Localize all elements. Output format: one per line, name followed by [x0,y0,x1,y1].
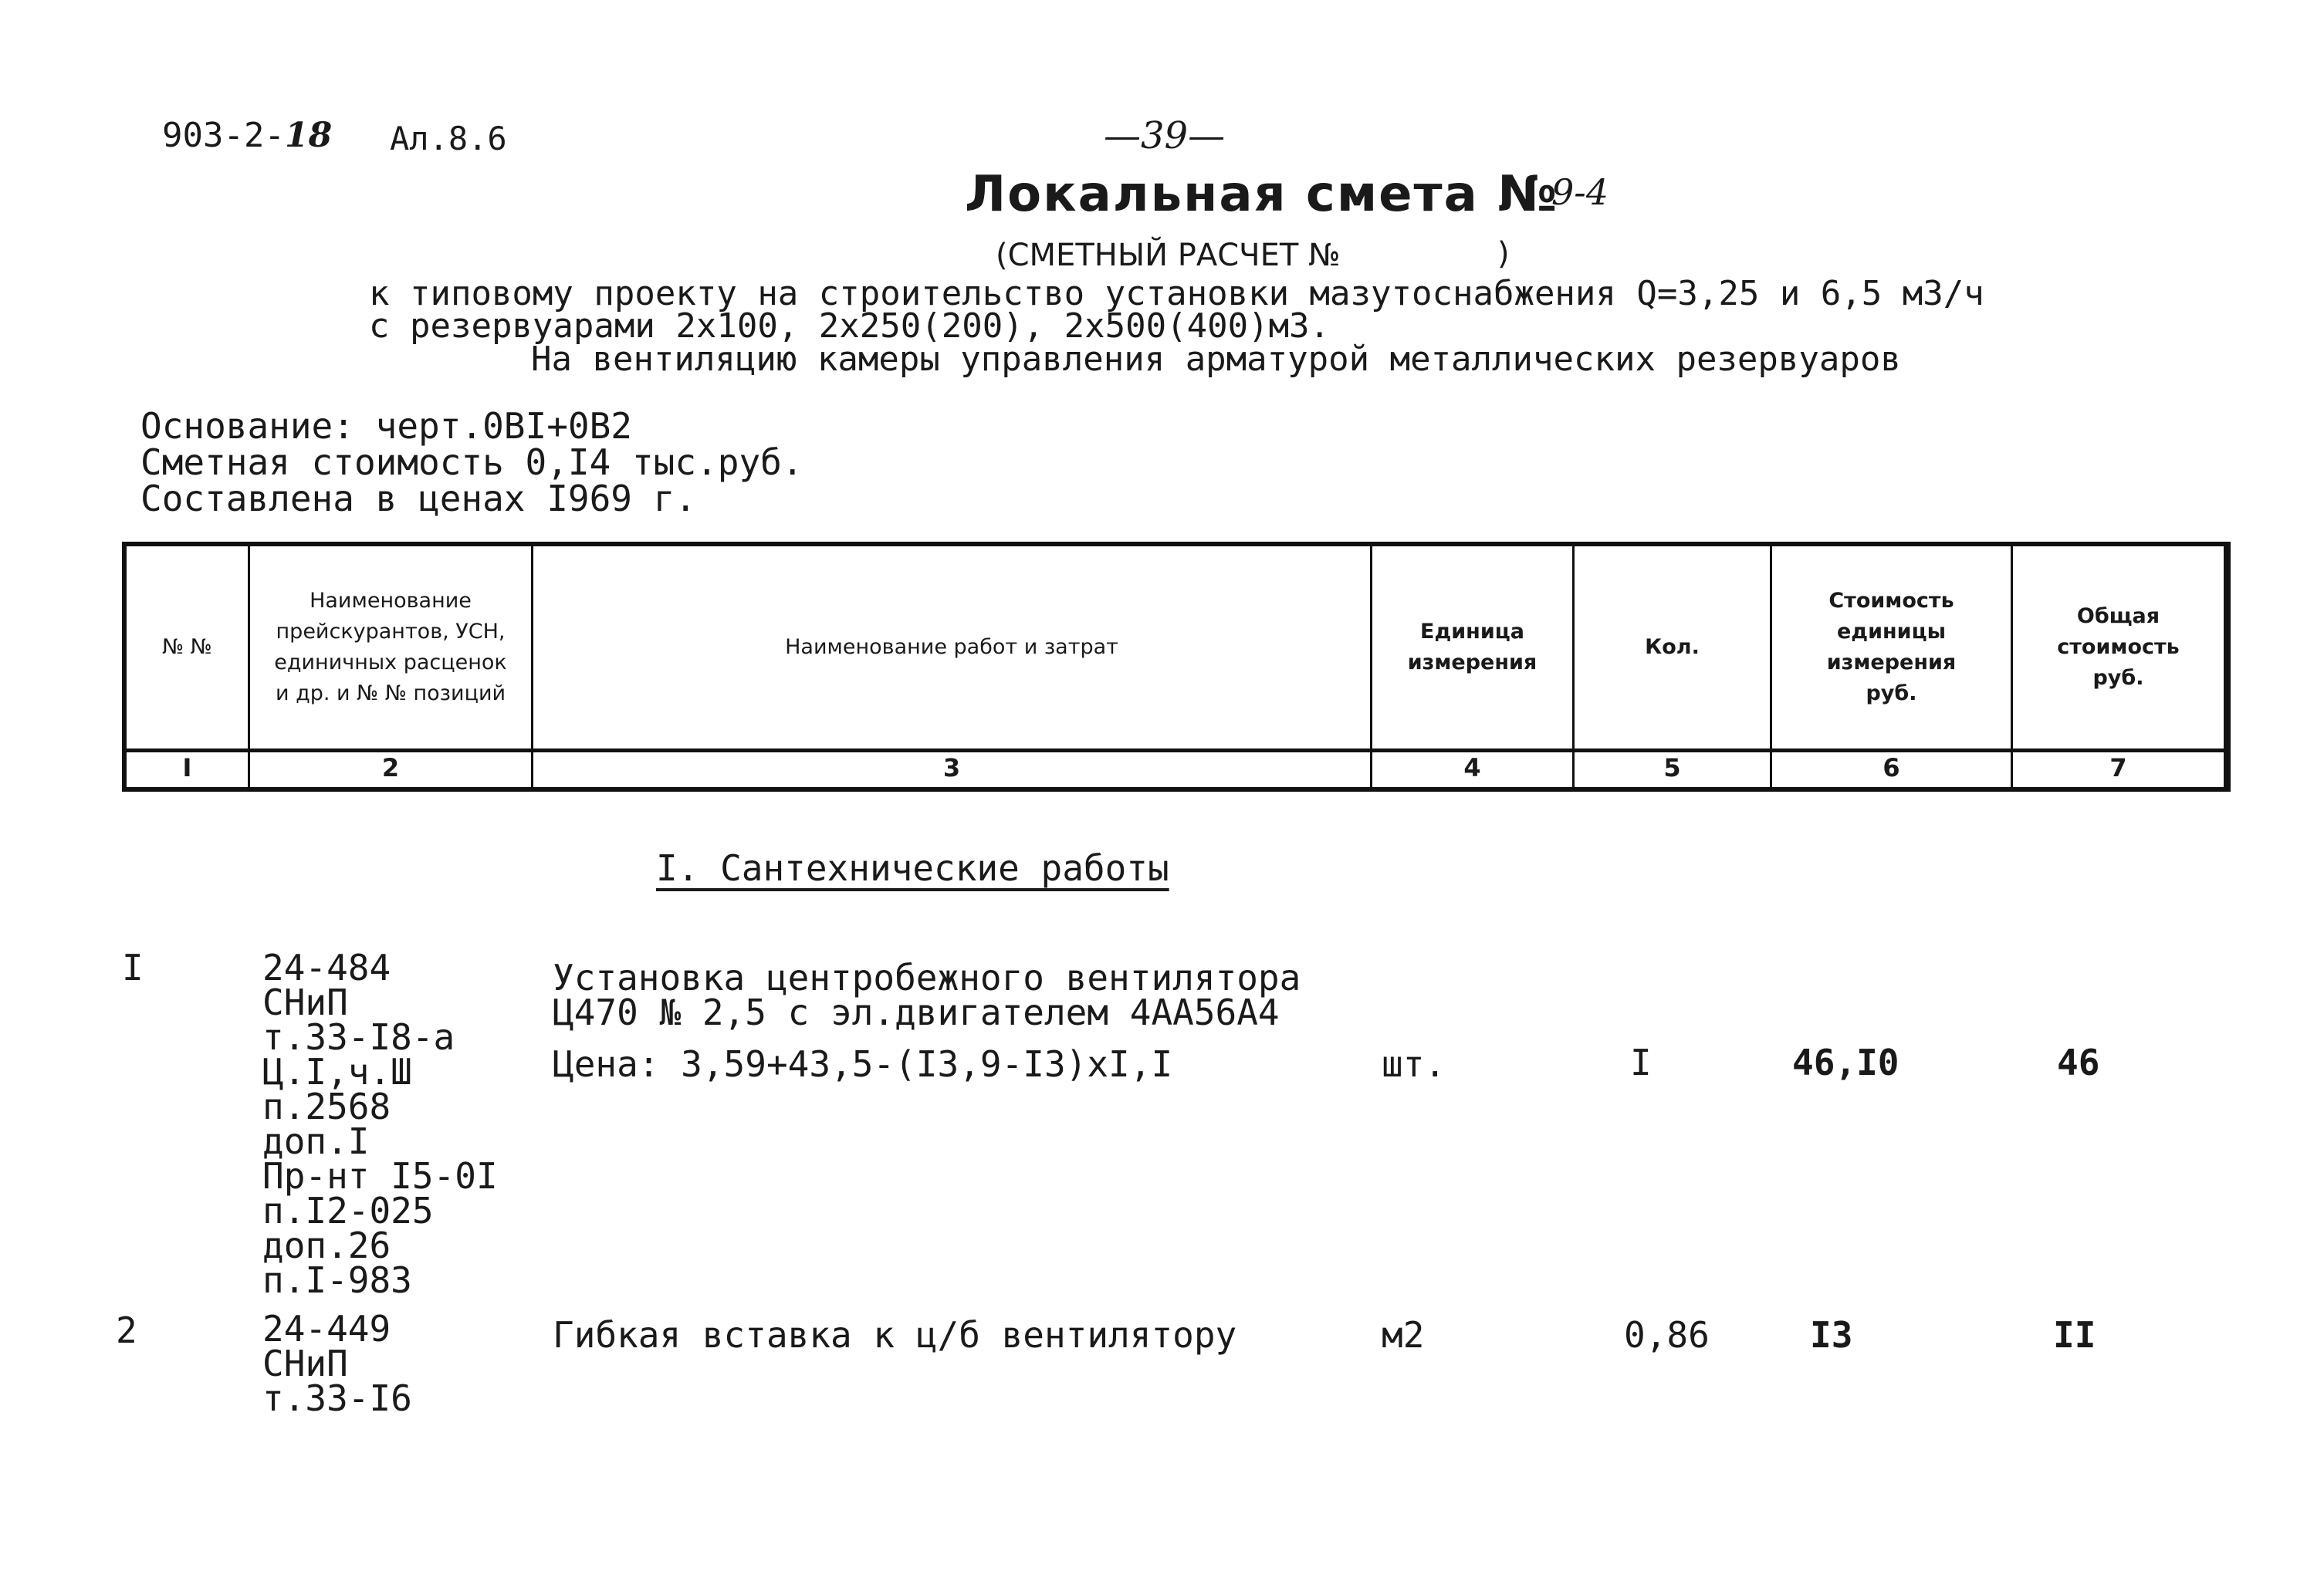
reference-line: Ц.I,ч.Ш [262,1051,412,1093]
document-code [162,116,332,155]
row-total: II [2053,1314,2096,1356]
page-number: —39— [1104,114,1226,157]
row-total: 46 [2057,1042,2100,1083]
document-code-prefix: 903-2- [162,116,285,155]
estimated-cost-line: Сметная стоимость 0,I4 тыс.руб. [140,441,803,483]
subtitle-close: ) [1497,236,1510,272]
column-index: 4 [1463,753,1481,782]
row-work-description [553,957,1301,1085]
column-index: 7 [2109,753,2127,782]
reference-line: т.33-I6 [262,1377,412,1419]
page-subtitle: (СМЕТНЫЙ РАСЧЕТ № [996,238,1341,273]
estimate-table-header [122,542,2231,792]
work-line: Цена: 3,59+43,5-(I3,9-I3)хI,I [553,1043,1173,1085]
row-unit-cost: 46,I0 [1792,1042,1899,1083]
reference-line: п.2568 [262,1086,391,1127]
work-line: Гибкая вставка к ц/б вентилятору [553,1314,1237,1356]
reference-line: СНиП [262,982,348,1023]
reference-line: Пр-нт I5-0I [262,1155,498,1197]
header-divider [127,749,2226,752]
row-references [262,947,498,1301]
column-title: Наименование работ и затрат [785,635,1118,659]
row-number: I [122,947,144,988]
reference-line: п.I-983 [262,1259,412,1301]
section-title: I. Сантехнические работы [656,847,1169,889]
estimate-number: 9-4 [1551,171,1609,213]
column-index: 5 [1663,753,1681,782]
description-line-1: к типовому проекту на строительство установки мазутоснабжения Q=3,25 и 6,5 м3/ч [369,274,1984,313]
column-title: Общая стоимость руб. [2057,604,2180,690]
page-title: Локальная смета № [965,166,1559,223]
price-year-line: Составлена в ценах I969 г. [140,478,697,519]
column-title: Единица измерения [1407,620,1537,674]
row-quantity: 0,86 [1624,1314,1710,1356]
reference-line: т.33-I8-а [262,1016,455,1058]
basis-line: Основание: черт.0ВI+0В2 [140,405,632,447]
work-line: Ц470 № 2,5 с эл.двигателем 4АА56А4 [553,992,1280,1033]
column-title: Кол. [1645,635,1700,659]
row-work-description [553,1314,1237,1356]
row-references [262,1308,412,1419]
column-index: 3 [942,753,961,782]
row-unit: шт. [1382,1043,1446,1085]
column-index: 2 [381,753,400,782]
row-unit-cost: I3 [1810,1314,1853,1356]
column-title: Наименование прейскурантов, УСН, единичных расценок и др. и № № позиций [274,589,507,705]
reference-line: п.I2-025 [262,1190,434,1232]
document-code-handwritten: 18 [284,116,333,155]
reference-line: доп.I [262,1120,370,1162]
description-line-2: с резервуарами 2х100, 2х250(200), 2х500(400)м3. [369,306,1331,346]
column-index: I [182,753,192,782]
row-number: 2 [116,1309,137,1351]
row-quantity: I [1630,1042,1652,1083]
description-line-3: На вентиляцию камеры управления арматурой металлических резервуаров [531,340,1901,379]
work-line: Установка центробежного вентилятора [553,957,1301,999]
reference-line: 24-449 [262,1308,391,1350]
row-unit: м2 [1382,1314,1425,1356]
column-title: № № [162,635,212,659]
column-title: Стоимость единицы измерения руб. [1826,589,1957,705]
column-index: 6 [1883,753,1900,782]
reference-line: 24-484 [262,947,391,988]
sheet-label: Ал.8.6 [390,120,507,157]
reference-line: доп.26 [262,1225,391,1266]
reference-line: СНиП [262,1343,348,1384]
